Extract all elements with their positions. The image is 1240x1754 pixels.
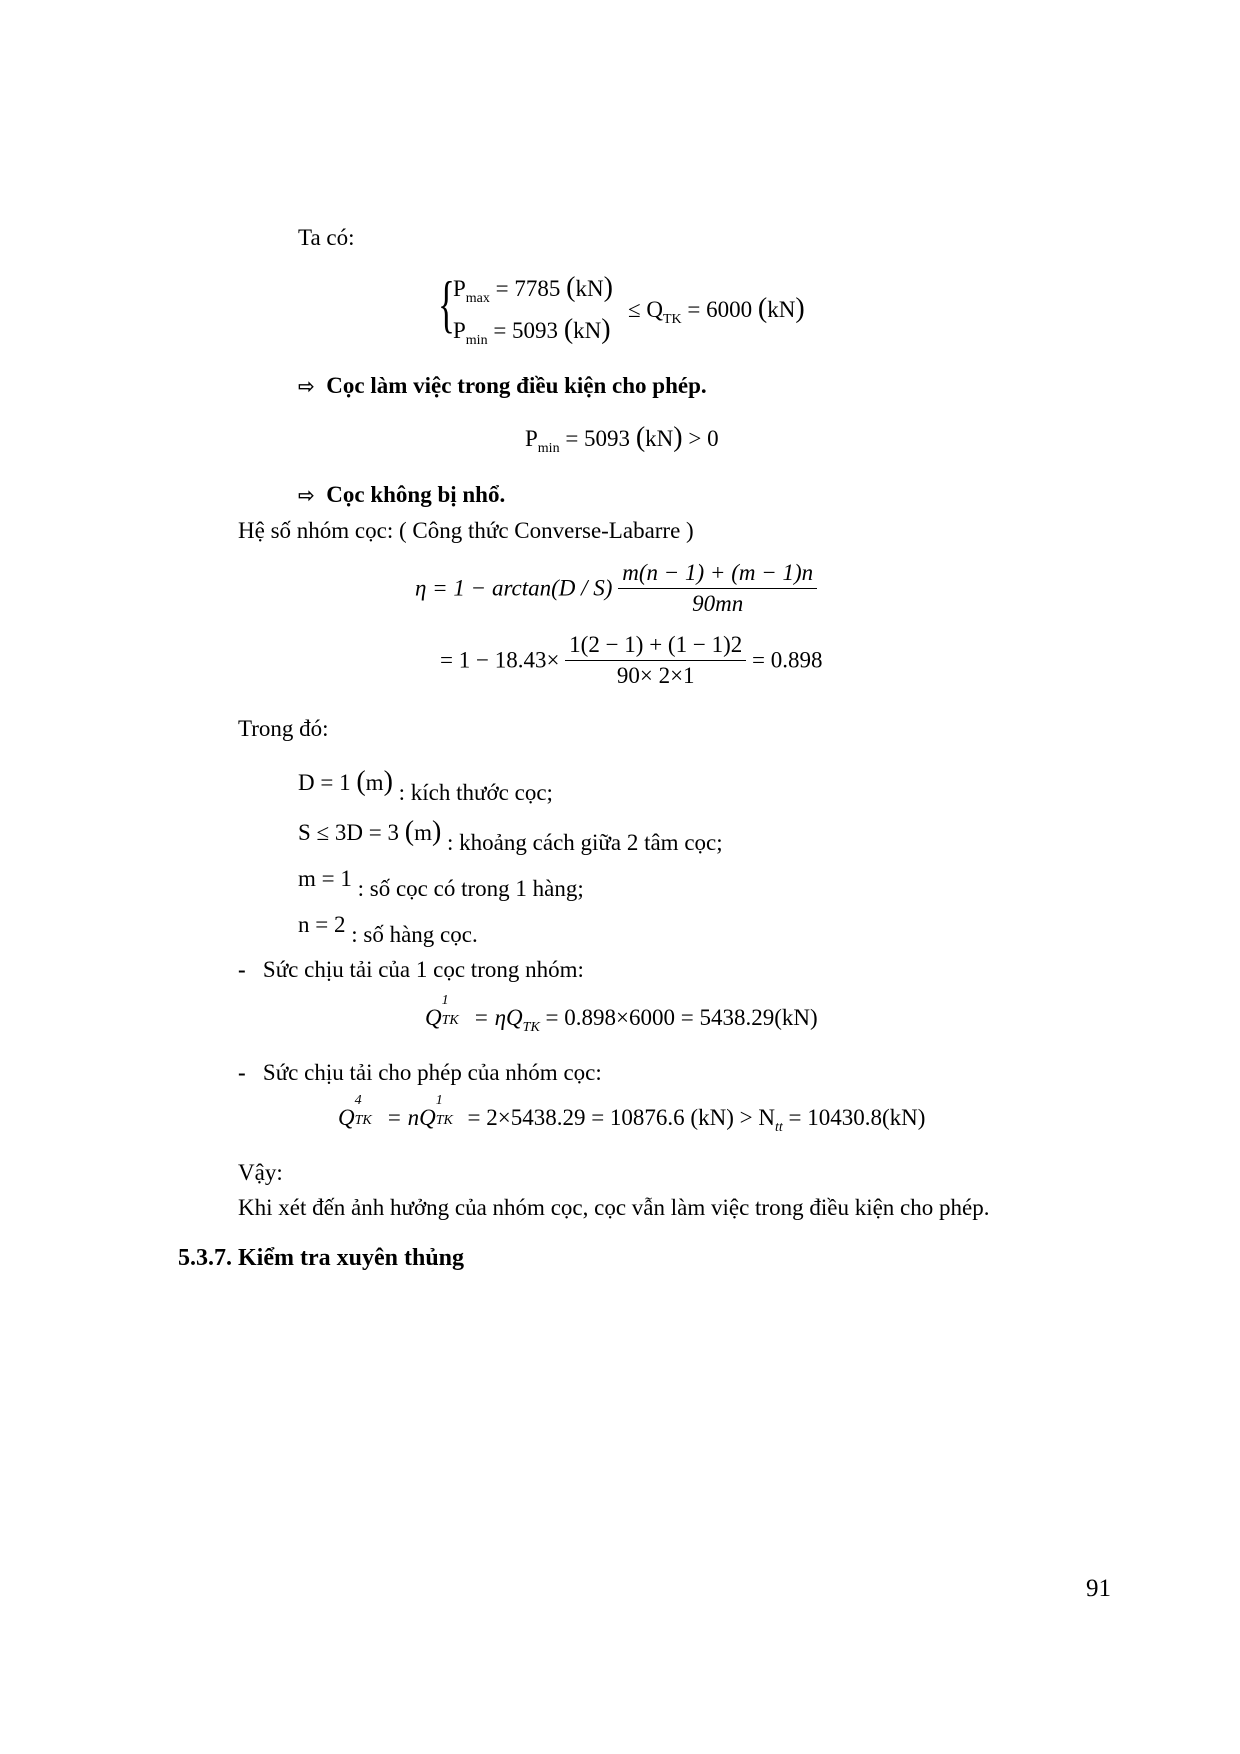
conclusion-no-uplift: ⇨ Cọc không bị nhổ. bbox=[298, 482, 506, 507]
group-capacity-title: - Sức chịu tải cho phép của nhóm cọc: bbox=[238, 1060, 602, 1085]
intro-text: Ta có: bbox=[298, 225, 355, 250]
pmin-line: $P_{min} = 5093$ (kN) bbox=[453, 314, 611, 348]
single-capacity-title: - Sức chịu tải của 1 cọc trong nhóm: bbox=[238, 957, 584, 982]
def-m: m = 1 : số cọc có trong 1 hàng; bbox=[298, 866, 584, 901]
pmax-line: $P_{max} = 7785$ (kN) bbox=[453, 272, 613, 306]
eta-fraction: $\frac{m(n - 1) + (m - 1)n}{90mn}$ bbox=[618, 560, 817, 617]
group-capacity-eq: Q 4 TK = nQ 1 TK = 2×5438.29 = 10876.6 $(kN) > N_{tt} = 10430.8(kN)$ bbox=[338, 1093, 926, 1135]
def-n: n = 2 : số hàng cọc. bbox=[298, 912, 478, 947]
vay-label: Vậy: bbox=[238, 1160, 283, 1185]
eta-formula: η = 1 − arctan(D / S) $\frac{m(n - 1) + (m - 1)n}{90mn}$ bbox=[415, 560, 817, 617]
def-d: D = 1 (m) : kích thước cọc; bbox=[298, 766, 553, 805]
arrow-icon: ⇨ bbox=[298, 374, 315, 398]
where-label: Trong đó: bbox=[238, 716, 329, 741]
section-heading: 5.3.7. Kiểm tra xuyên thủng bbox=[178, 1245, 465, 1271]
conclusion-allowable: ⇨ Cọc làm việc trong điều kiện cho phép. bbox=[298, 373, 707, 398]
arrow-icon: ⇨ bbox=[298, 483, 315, 507]
left-brace: { bbox=[438, 268, 455, 339]
def-s: S ≤ 3D = 3 (m) : khoảng cách giữa 2 tâm cọc; bbox=[298, 816, 723, 855]
qtk-compare: ≤ $Q_{TK} = 6000$ (kN) bbox=[628, 293, 805, 327]
pmin-check: $P_{min} = 5093$ (kN) > 0 bbox=[525, 422, 719, 456]
page-number: 91 bbox=[1086, 1575, 1111, 1602]
single-capacity-eq: Q 1 TK = $\eta Q_{TK} = 0.898\times 6000 = 5438.29(kN)$ bbox=[425, 993, 818, 1035]
group-coefficient-title: Hệ số nhóm cọc: ( Công thức Converse-Labarre ) bbox=[238, 518, 694, 543]
eta-calculation: = 1 − 18.43× $\frac{1(2 - 1) + (1 - 1)2}{90\times 2\times 1}$ = 0.898 bbox=[440, 632, 823, 688]
final-conclusion: Khi xét đến ảnh hưởng của nhóm cọc, cọc vẫn làm việc trong điều kiện cho phép. bbox=[238, 1195, 990, 1220]
eta-calc-fraction: $\frac{1(2 - 1) + (1 - 1)2}{90\times 2\times 1}$ bbox=[565, 632, 746, 689]
